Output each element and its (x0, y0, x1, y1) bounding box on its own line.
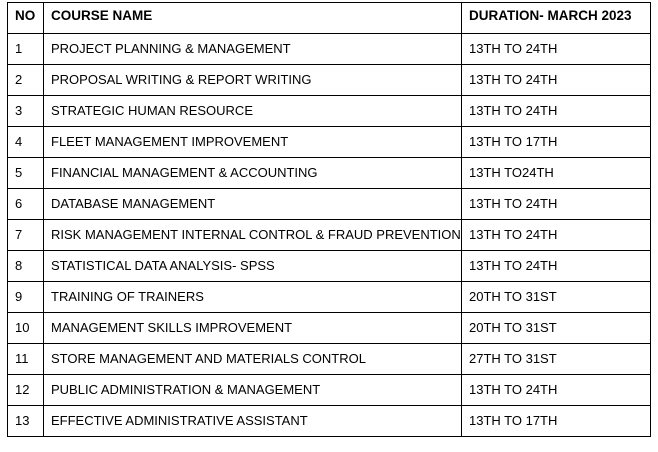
course-name: PUBLIC ADMINISTRATION & MANAGEMENT (44, 375, 462, 406)
course-duration: 13TH TO24TH (462, 158, 651, 189)
course-schedule-table (7, 2, 651, 437)
row-number: 9 (8, 282, 44, 313)
course-duration: 20TH TO 31ST (462, 313, 651, 344)
row-number: 4 (8, 127, 44, 158)
header-course-name: COURSE NAME (44, 3, 462, 34)
row-number: 1 (8, 34, 44, 65)
course-name: FLEET MANAGEMENT IMPROVEMENT (44, 127, 462, 158)
course-name: EFFECTIVE ADMINISTRATIVE ASSISTANT (44, 406, 462, 437)
header-no: NO (8, 3, 44, 34)
course-name: TRAINING OF TRAINERS (44, 282, 462, 313)
table-row (8, 251, 651, 282)
row-number: 3 (8, 96, 44, 127)
table-row (8, 158, 651, 189)
course-duration: 13TH TO 24TH (462, 251, 651, 282)
course-name: STORE MANAGEMENT AND MATERIALS CONTROL (44, 344, 462, 375)
table-row (8, 34, 651, 65)
course-duration: 13TH TO 24TH (462, 375, 651, 406)
row-number: 12 (8, 375, 44, 406)
course-duration: 13TH TO 17TH (462, 127, 651, 158)
course-duration: 13TH TO 17TH (462, 406, 651, 437)
table-row (8, 344, 651, 375)
row-number: 11 (8, 344, 44, 375)
course-duration: 13TH TO 24TH (462, 189, 651, 220)
course-name: RISK MANAGEMENT INTERNAL CONTROL & FRAUD PREVENTION (44, 220, 462, 251)
row-number: 7 (8, 220, 44, 251)
row-number: 8 (8, 251, 44, 282)
row-number: 13 (8, 406, 44, 437)
table-row (8, 96, 651, 127)
course-name: PROJECT PLANNING & MANAGEMENT (44, 34, 462, 65)
course-duration: 27TH TO 31ST (462, 344, 651, 375)
row-number: 5 (8, 158, 44, 189)
course-name: PROPOSAL WRITING & REPORT WRITING (44, 65, 462, 96)
table-row (8, 375, 651, 406)
course-name: DATABASE MANAGEMENT (44, 189, 462, 220)
row-number: 10 (8, 313, 44, 344)
table-row (8, 189, 651, 220)
course-name: FINANCIAL MANAGEMENT & ACCOUNTING (44, 158, 462, 189)
table-header-row (8, 3, 651, 34)
table-row (8, 220, 651, 251)
course-duration: 13TH TO 24TH (462, 65, 651, 96)
course-name: STATISTICAL DATA ANALYSIS- SPSS (44, 251, 462, 282)
table-row (8, 282, 651, 313)
table-row (8, 313, 651, 344)
table-row (8, 65, 651, 96)
row-number: 6 (8, 189, 44, 220)
course-duration: 13TH TO 24TH (462, 96, 651, 127)
header-duration: DURATION- MARCH 2023 (462, 3, 651, 34)
table-row (8, 406, 651, 437)
course-name: MANAGEMENT SKILLS IMPROVEMENT (44, 313, 462, 344)
course-name: STRATEGIC HUMAN RESOURCE (44, 96, 462, 127)
course-duration: 13TH TO 24TH (462, 34, 651, 65)
course-duration: 20TH TO 31ST (462, 282, 651, 313)
row-number: 2 (8, 65, 44, 96)
table-row (8, 127, 651, 158)
course-duration: 13TH TO 24TH (462, 220, 651, 251)
